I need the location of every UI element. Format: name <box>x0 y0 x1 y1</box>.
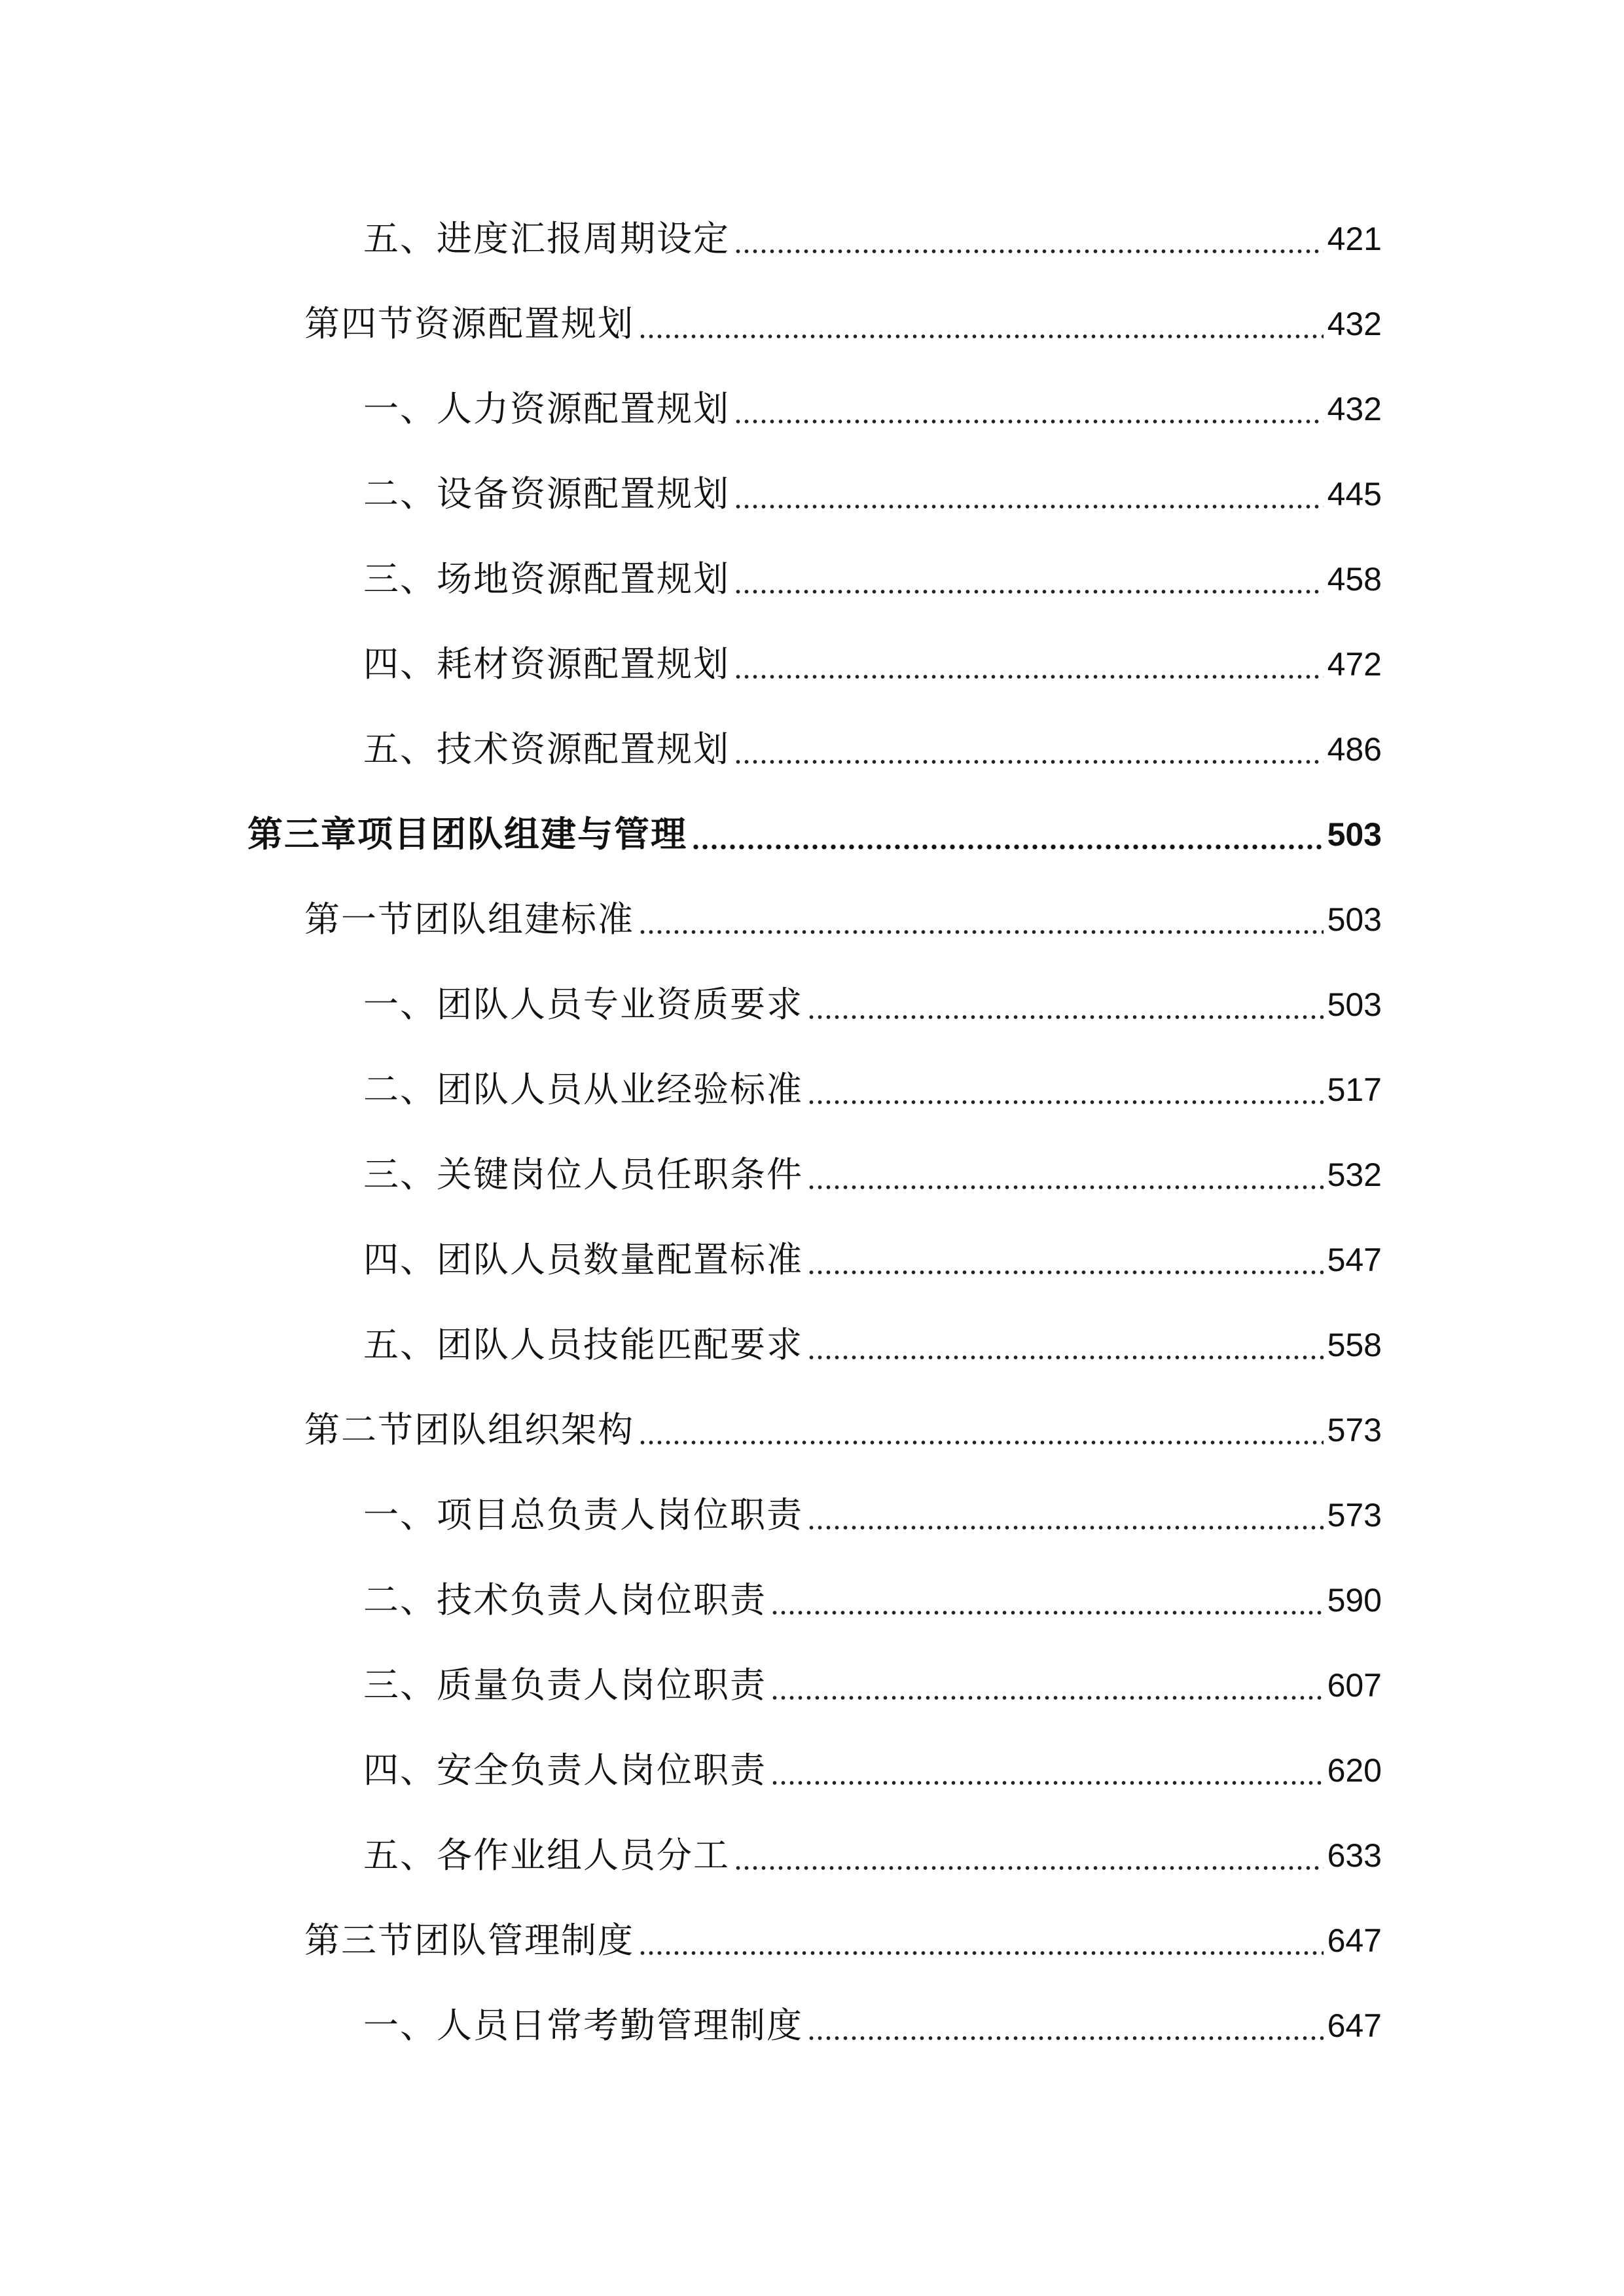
toc-entry-page-number: 647 <box>1327 1922 1382 1959</box>
dot-leader <box>691 844 1324 850</box>
toc-entry-title: 二、技术负责人岗位职责 <box>363 1579 767 1621</box>
toc-entry-page-number: 486 <box>1327 731 1382 768</box>
toc-entry-title: 五、团队人员技能匹配要求 <box>363 1324 803 1365</box>
toc-entry-page-number: 620 <box>1327 1752 1382 1789</box>
toc-entry-page-number: 547 <box>1327 1242 1382 1278</box>
toc-entry-title: 第一节团队组建标准 <box>304 899 634 940</box>
dot-leader <box>807 1526 1324 1530</box>
toc-entry-title: 第三章项目团队组建与管理 <box>247 814 687 855</box>
toc-entry-page-number: 503 <box>1327 816 1382 853</box>
toc-entry[interactable] <box>363 1574 1382 1626</box>
toc-entry-title: 五、进度汇报周期设定 <box>363 218 730 259</box>
dot-leader <box>807 1270 1324 1274</box>
dot-leader <box>734 505 1324 509</box>
toc-entry[interactable] <box>363 1064 1382 1116</box>
toc-entry[interactable] <box>363 1489 1382 1541</box>
toc-entry-page-number: 432 <box>1327 306 1382 342</box>
toc-entry-page-number: 421 <box>1327 221 1382 257</box>
dot-leader <box>734 590 1324 594</box>
toc-entry-title: 三、关键岗位人员任职条件 <box>363 1154 803 1195</box>
toc-entry-page-number: 445 <box>1327 476 1382 512</box>
dot-leader <box>807 1355 1324 1359</box>
toc-entry[interactable] <box>363 978 1382 1031</box>
dot-leader <box>734 760 1324 764</box>
dot-leader <box>734 420 1324 423</box>
toc-entry[interactable] <box>304 1404 1382 1456</box>
toc-entry-page-number: 503 <box>1327 986 1382 1023</box>
toc-entry-page-number: 633 <box>1327 1837 1382 1874</box>
toc-entry-page-number: 607 <box>1327 1667 1382 1704</box>
toc-entry[interactable] <box>363 383 1382 435</box>
dot-leader <box>734 1866 1324 1870</box>
dot-leader <box>807 1185 1324 1189</box>
dot-leader <box>734 675 1324 679</box>
toc-entry[interactable] <box>363 1829 1382 1882</box>
toc-entry-title: 三、质量负责人岗位职责 <box>363 1664 767 1706</box>
toc-entry-page-number: 573 <box>1327 1412 1382 1448</box>
toc-entry[interactable] <box>363 1319 1382 1371</box>
toc-entry[interactable] <box>363 553 1382 605</box>
toc-entry[interactable] <box>363 1234 1382 1286</box>
dot-leader <box>770 1696 1324 1700</box>
toc-entry-page-number: 517 <box>1327 1071 1382 1108</box>
toc-entry-title: 四、安全负责人岗位职责 <box>363 1749 767 1791</box>
dot-leader <box>770 1781 1324 1785</box>
dot-leader <box>807 1100 1324 1104</box>
toc-entry-title: 一、项目总负责人岗位职责 <box>363 1494 803 1535</box>
toc-entry-title: 第三节团队管理制度 <box>304 1920 634 1961</box>
toc-entry[interactable] <box>304 1914 1382 1967</box>
toc-entry-title: 二、团队人员从业经验标准 <box>363 1069 803 1110</box>
toc-entry-title: 第二节团队组织架构 <box>304 1409 634 1450</box>
toc-entry[interactable] <box>363 2000 1382 2052</box>
dot-leader <box>638 1951 1324 1955</box>
dot-leader <box>638 334 1324 338</box>
toc-entry[interactable] <box>304 298 1382 350</box>
toc-entry-title: 一、团队人员专业资质要求 <box>363 984 803 1025</box>
toc-entry-title: 三、场地资源配置规划 <box>363 558 730 600</box>
toc-entry-page-number: 647 <box>1327 2007 1382 2044</box>
toc-entry-page-number: 590 <box>1327 1582 1382 1619</box>
toc-entry-page-number: 472 <box>1327 646 1382 683</box>
toc-entry-title: 四、团队人员数量配置标准 <box>363 1239 803 1280</box>
toc-entry[interactable] <box>363 213 1382 265</box>
toc-entry[interactable] <box>363 468 1382 520</box>
toc-entry-page-number: 432 <box>1327 391 1382 427</box>
toc-entry[interactable] <box>363 1659 1382 1712</box>
toc-entry-title: 二、设备资源配置规划 <box>363 473 730 514</box>
toc-entry-page-number: 573 <box>1327 1497 1382 1534</box>
toc-entry-page-number: 458 <box>1327 561 1382 598</box>
toc-entry-title: 一、人员日常考勤管理制度 <box>363 2005 803 2046</box>
toc-entry-page-number: 503 <box>1327 901 1382 938</box>
dot-leader <box>807 1015 1324 1019</box>
toc-entry-page-number: 558 <box>1327 1327 1382 1363</box>
dot-leader <box>638 1441 1324 1444</box>
toc-entry[interactable] <box>363 723 1382 776</box>
toc-entry[interactable] <box>363 1744 1382 1797</box>
dot-leader <box>638 930 1324 934</box>
dot-leader <box>734 249 1324 253</box>
dot-leader <box>807 2036 1324 2040</box>
dot-leader <box>770 1611 1324 1615</box>
toc-entry-title: 五、各作业组人员分工 <box>363 1835 730 1876</box>
toc-entry[interactable] <box>363 1149 1382 1201</box>
toc-entry-page-number: 532 <box>1327 1157 1382 1193</box>
toc-entry[interactable] <box>363 638 1382 691</box>
toc-entry-title: 第四节资源配置规划 <box>304 303 634 344</box>
toc-entry-title: 五、技术资源配置规划 <box>363 728 730 770</box>
toc-entry[interactable] <box>304 893 1382 946</box>
toc-entry-title: 四、耗材资源配置规划 <box>363 643 730 685</box>
toc-entry-title: 一、人力资源配置规划 <box>363 388 730 429</box>
toc-chapter-entry[interactable] <box>247 808 1382 861</box>
